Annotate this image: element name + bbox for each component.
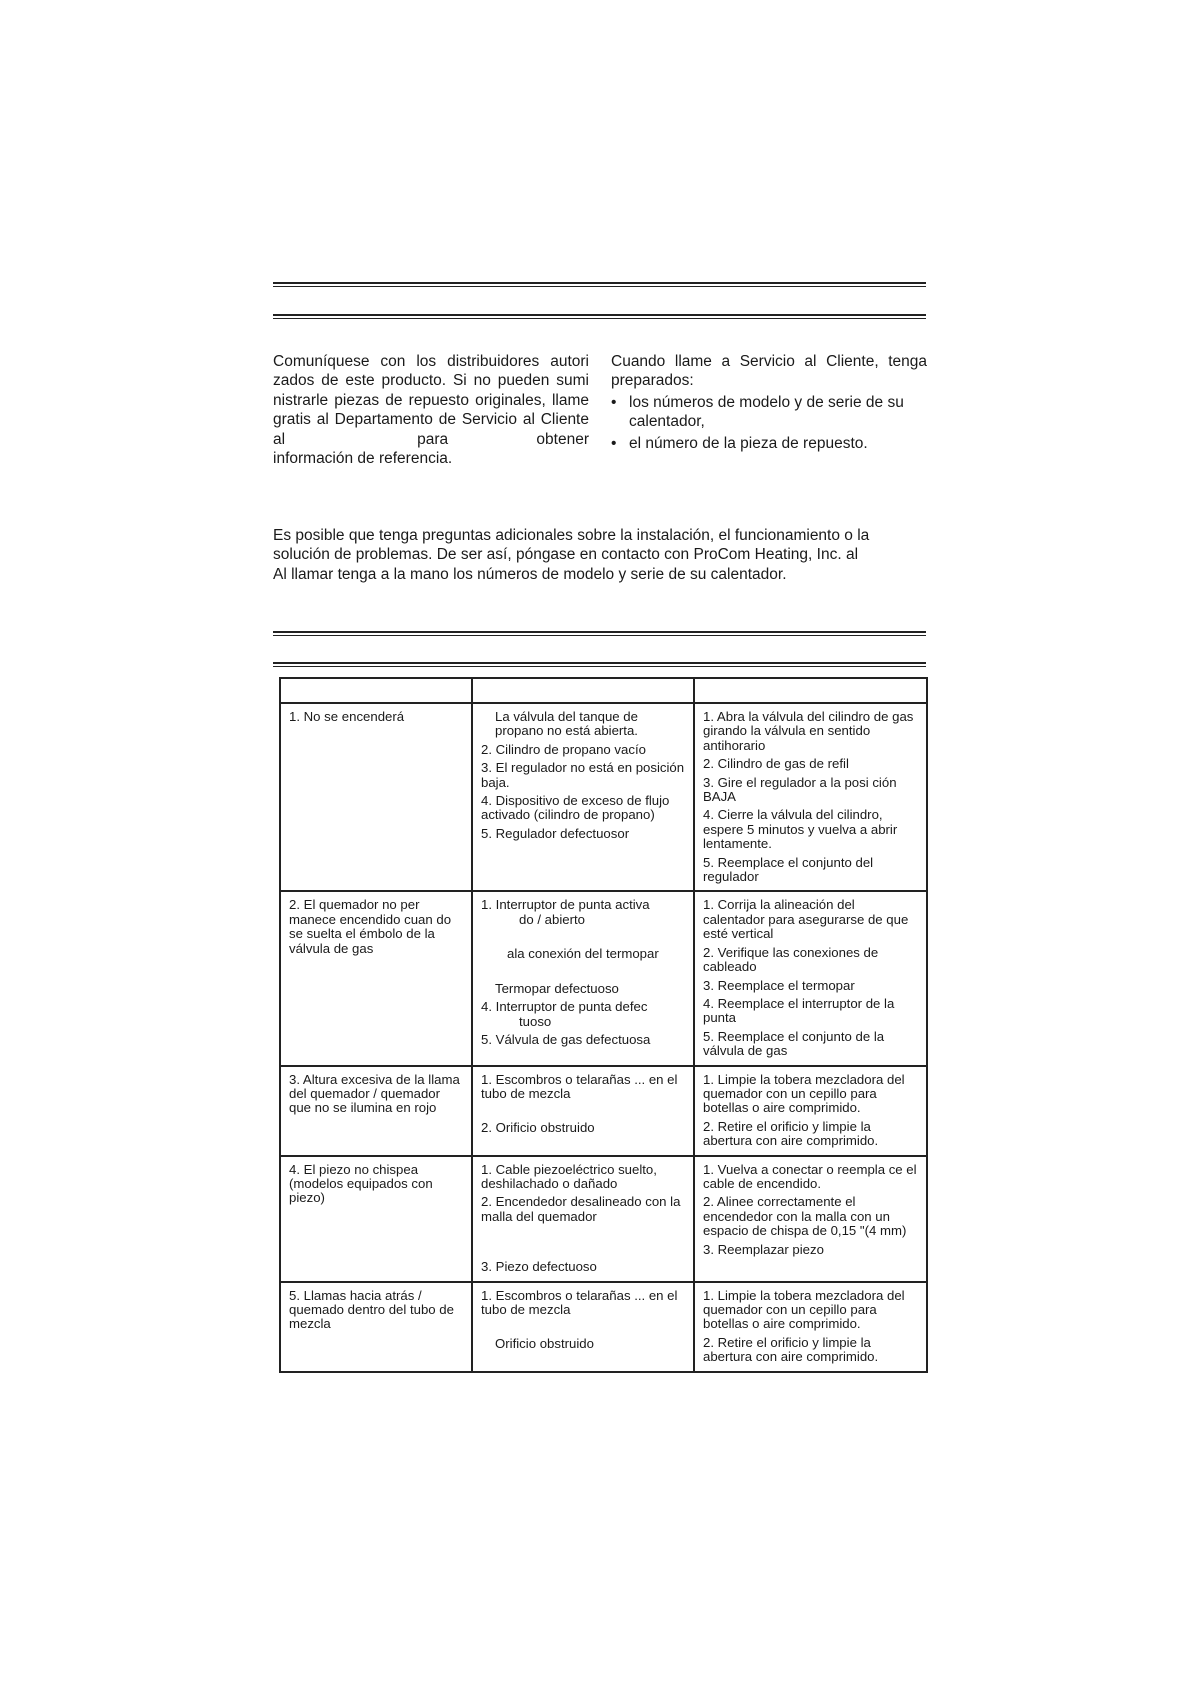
table-row [280, 891, 927, 1065]
table-row [280, 703, 927, 891]
section-rule-bottom-2 [273, 662, 926, 667]
cause-cell: 1. Escombros o telarañas ... en el tubo de mezcla Orificio obstruido [472, 1282, 694, 1372]
customer-service-intro: Cuando llame a Servicio al Cliente, tenga preparados: [611, 353, 927, 390]
questions-text-model: Al llamar tenga a la mano los números de modelo y serie de su calentador. [273, 565, 787, 583]
header-remedy [694, 678, 927, 703]
table-row [280, 1066, 927, 1156]
problem-cell: 1. No se encenderá [280, 703, 472, 891]
list-item: • los números de modelo y de serie de su calentador, [611, 393, 904, 431]
header-problem [280, 678, 472, 703]
section-rule-top-2 [273, 631, 926, 636]
remedy-cell: 1. Vuelva a conectar o reempla ce el cable de encendido. 2. Alinee correctamente el encendedor con la malla con un espacio de chispa de 0,15 "(4 mm) 3. Reemplazar piezo [694, 1156, 927, 1282]
problem-cell: 3. Altura excesiva de la llama del quemador / quemador que no se ilumina en rojo [280, 1066, 472, 1156]
table-header-row [280, 678, 927, 703]
questions-paragraph [273, 526, 926, 584]
parts-paragraph-left [273, 352, 589, 468]
parts-paragraph-right [611, 352, 927, 455]
list-item: • el número de la pieza de repuesto. [611, 434, 868, 452]
cause-cell: 1. Cable piezoeléctrico suelto, deshilachado o dañado 2. Encendedor desalineado con la malla del quemador 3. Piezo defectuoso [472, 1156, 694, 1282]
problem-cell: 4. El piezo no chispea (modelos equipados con piezo) [280, 1156, 472, 1282]
remedy-cell: 1. Abra la válvula del cilindro de gas girando la válvula en sentido antihorario 2. Cilindro de gas de refil 3. Gire el regulador a la posi ción BAJA 4. Cierre la válvula del cilindro, espere 5 minutos y vuelva a abrir lentamente. 5. Reemplace el conjunto del regulador [694, 703, 927, 891]
cause-cell: La válvula del tanque de propano no está abierta. 2. Cilindro de propano vacío 3. El regulador no está en posición baja. 4. Dispositivo de exceso de flujo activado (cilindro de propano) 5. Regulador defectuosor [472, 703, 694, 891]
table-row [280, 1156, 927, 1282]
questions-text: Es posible que tenga preguntas adicionales sobre la instalación, el funcionamiento o la solución de problemas. De ser así, póngase en contacto con ProCom Heating, Inc. al [273, 527, 870, 564]
problem-cell: 2. El quemador no per manece encendido cuan do se suelta el émbolo de la válvula de gas [280, 891, 472, 1065]
cause-cell: 1. Interruptor de punta activa do / abierto ala conexión del termopar Termopar defectuoso 4. Interruptor de punta defec tuoso 5. Válvula de gas defectuosa [472, 891, 694, 1065]
remedy-cell: 1. Limpie la tobera mezcladora del quemador con un cepillo para botellas o aire comprimido. 2. Retire el orificio y limpie la abertura con aire comprimido. [694, 1066, 927, 1156]
bullet-icon: • [611, 393, 617, 411]
parts-paragraph-text: Comuníquese con los distribuidores autori zados de este producto. Si no pueden sumi nistrarle piezas de repuesto originales, llame gratis al Departamento de Servicio al Cliente al [273, 353, 589, 448]
prepared-items-list [611, 393, 927, 453]
bullet-icon: • [611, 434, 617, 452]
section-rule-top-1 [273, 282, 926, 287]
table-row [280, 1282, 927, 1372]
remedy-cell: 1. Limpie la tobera mezcladora del quemador con un cepillo para botellas o aire comprimido. 2. Retire el orificio y limpie la abertura con aire comprimido. [694, 1282, 927, 1372]
header-cause [472, 678, 694, 703]
section-rule-bottom-1 [273, 314, 926, 319]
parts-paragraph-tail: para obtener información de referencia. [273, 430, 589, 468]
cause-cell: 1. Escombros o telarañas ... en el tubo de mezcla 2. Orificio obstruido [472, 1066, 694, 1156]
remedy-cell: 1. Corrija la alineación del calentador para asegurarse de que esté vertical 2. Verifique las conexiones de cableado 3. Reemplace el termopar 4. Reemplace el interruptor de la punta 5. Reemplace el conjunto de la válvula de gas [694, 891, 927, 1065]
troubleshooting-table [279, 677, 928, 1373]
problem-cell: 5. Llamas hacia atrás / quemado dentro del tubo de mezcla [280, 1282, 472, 1372]
